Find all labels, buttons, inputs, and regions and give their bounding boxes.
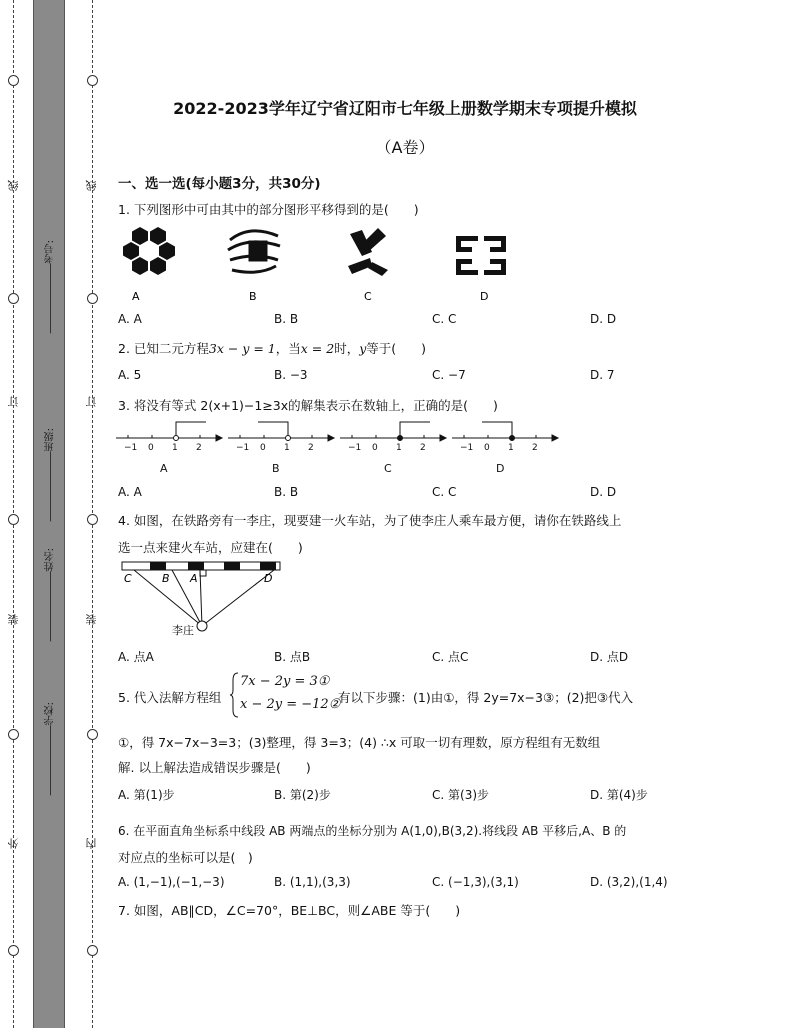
question-6-line1: 6. 在平面直角坐标系中线段 AB 两端点的坐标分别为 A(1,0),B(3,2).将线段 AB 平移后,A、B 的	[118, 824, 627, 838]
tick-label: 0	[148, 443, 154, 453]
tick-label: 0	[260, 443, 266, 453]
side-label: 装	[7, 614, 20, 625]
option-b[interactable]: B. 点B	[274, 650, 311, 664]
side-label: 订	[7, 396, 20, 407]
tick-label: 0	[372, 443, 378, 453]
option-b[interactable]: B. B	[274, 312, 299, 326]
option-c[interactable]: C. C	[432, 312, 457, 326]
figure-label: C	[384, 462, 392, 475]
number-line-arrow	[552, 435, 558, 441]
binding-hole	[87, 945, 98, 956]
section-heading: 一、选一选(每小题3分，共30分)	[118, 176, 321, 192]
figure-label: D	[496, 462, 505, 475]
swirl-figure	[228, 231, 280, 272]
village-label: 李庄	[172, 624, 194, 637]
option-d[interactable]: D. D	[590, 485, 617, 499]
figure-label: A	[132, 290, 140, 303]
name-field[interactable]: 姓名:	[43, 548, 58, 645]
question-1-stem: 1. 下列图形中可由其中的部分图形平移得到的是( )	[118, 202, 419, 217]
equation-1: 7x − 2y = 3①	[240, 674, 330, 689]
question-7-stem: 7. 如图，AB∥CD，∠C=70°，BE⊥BC，则∠ABE 等于( )	[118, 903, 461, 918]
option-d[interactable]: D. 7	[590, 368, 615, 382]
option-a[interactable]: A. A	[118, 485, 142, 499]
inner-label: 线	[85, 180, 98, 191]
tick-label: −1	[236, 443, 250, 453]
tick-label: 2	[532, 443, 538, 453]
option-a[interactable]: A. 5	[118, 368, 142, 382]
option-c[interactable]: C. 第(3)步	[432, 788, 490, 802]
open-point	[174, 436, 179, 441]
hexagon-cluster-figure	[123, 227, 175, 275]
solution-bracket	[176, 422, 206, 435]
class-field[interactable]: 班级:	[43, 428, 58, 525]
figure-label: B	[272, 462, 280, 475]
tick-label: 1	[172, 443, 178, 453]
option-b[interactable]: B. 第(2)步	[274, 788, 331, 802]
binding-hole	[8, 293, 19, 304]
option-b[interactable]: B. −3	[274, 368, 308, 382]
point-label-b: B	[162, 572, 170, 585]
tick-label: 1	[284, 443, 290, 453]
side-label: 线	[7, 180, 20, 191]
binding-hole	[87, 514, 98, 525]
question-2-stem: 2. 已知二元方程3x − y = 1，当x = 2时，y等于( )	[118, 341, 427, 356]
page-title: 2022-2023学年辽宁省辽阳市七年级上册数学期末专项提升模拟	[173, 99, 637, 118]
binding-hole	[87, 293, 98, 304]
solution-bracket	[482, 422, 512, 435]
option-b[interactable]: B. B	[274, 485, 299, 499]
option-c[interactable]: C. −7	[432, 368, 466, 382]
question-3-number-lines	[114, 418, 564, 478]
option-c[interactable]: C. C	[432, 485, 457, 499]
binding-hole	[87, 75, 98, 86]
page-subtitle: （A卷）	[375, 138, 435, 157]
tick-label: 1	[396, 443, 402, 453]
solution-bracket	[258, 422, 288, 435]
side-label: 外	[7, 838, 20, 849]
binding-hole	[8, 514, 19, 525]
option-c[interactable]: C. 点C	[432, 650, 469, 664]
number-line-arrow	[216, 435, 222, 441]
question-6-line2: 对应点的坐标可以是( )	[118, 850, 253, 865]
question-5-stem: 5. 代入法解方程组	[118, 690, 222, 705]
binding-hole	[8, 945, 19, 956]
question-5-line3: 解. 以上解法造成错误步骤是( )	[118, 760, 311, 775]
open-point	[286, 436, 291, 441]
point-label-c: C	[124, 572, 132, 585]
figure-label: A	[160, 462, 168, 475]
tick-label: 1	[508, 443, 514, 453]
option-d[interactable]: D. 点D	[590, 650, 629, 664]
tick-label: −1	[348, 443, 362, 453]
binding-hole	[87, 729, 98, 740]
option-d[interactable]: D. (3,2),(1,4)	[590, 875, 668, 889]
figure-label: C	[364, 290, 372, 303]
tick-label: −1	[124, 443, 138, 453]
pinwheel-figure	[348, 228, 388, 276]
option-a[interactable]: A. A	[118, 312, 142, 326]
tick-label: 2	[420, 443, 426, 453]
tick-label: 2	[308, 443, 314, 453]
inner-label: 内	[85, 838, 98, 849]
number-line-arrow	[328, 435, 334, 441]
tick-label: 0	[484, 443, 490, 453]
option-a[interactable]: A. (1,−1),(−1,−3)	[118, 875, 225, 889]
tick-label: 2	[196, 443, 202, 453]
exam-number-field[interactable]: 考号:	[43, 240, 58, 337]
closed-point	[398, 436, 403, 441]
question-4-stem-line1: 4. 如图，在铁路旁有一李庄，现要建一火车站，为了使李庄人乘车最方便，请你在铁路线上	[118, 513, 622, 528]
option-d[interactable]: D. 第(4)步	[590, 788, 648, 802]
question-4-stem-line2: 选一点来建火车站，应建在( )	[118, 540, 303, 555]
point-label-d: D	[264, 572, 273, 585]
number-line-arrow	[440, 435, 446, 441]
question-5-stem-cont: 有以下步骤：(1)由①，得 2y=7x−3③；(2)把③代入	[338, 690, 634, 705]
question-5-line2: ①，得 7x−7x−3=3；(3)整理，得 3=3；(4) ∴x 可取一切有理数，原方程组有无数组	[118, 735, 601, 750]
point-label-a: A	[190, 572, 198, 585]
inner-label: 订	[85, 396, 98, 407]
option-a[interactable]: A. 点A	[118, 650, 154, 664]
blocks-figure	[456, 236, 506, 275]
inner-label: 装	[85, 614, 98, 625]
question-1-figures	[110, 222, 530, 304]
option-d[interactable]: D. D	[590, 312, 617, 326]
question-3-stem: 3. 将没有等式 2(x+1)−1≥3x的解集表示在数轴上，正确的是( )	[118, 398, 498, 413]
closed-point	[510, 436, 515, 441]
equation-2: x − 2y = −12②	[240, 697, 341, 712]
railway-figure	[114, 556, 284, 638]
solution-bracket	[400, 422, 430, 435]
school-field[interactable]: 学校:	[43, 702, 58, 799]
equation-system	[230, 672, 340, 718]
figure-label: D	[480, 290, 489, 303]
tick-label: −1	[460, 443, 474, 453]
option-c[interactable]: C. (−1,3),(3,1)	[432, 875, 519, 889]
option-b[interactable]: B. (1,1),(3,3)	[274, 875, 351, 889]
figure-label: B	[249, 290, 257, 303]
binding-hole	[8, 729, 19, 740]
binding-hole	[8, 75, 19, 86]
option-a[interactable]: A. 第(1)步	[118, 788, 175, 802]
